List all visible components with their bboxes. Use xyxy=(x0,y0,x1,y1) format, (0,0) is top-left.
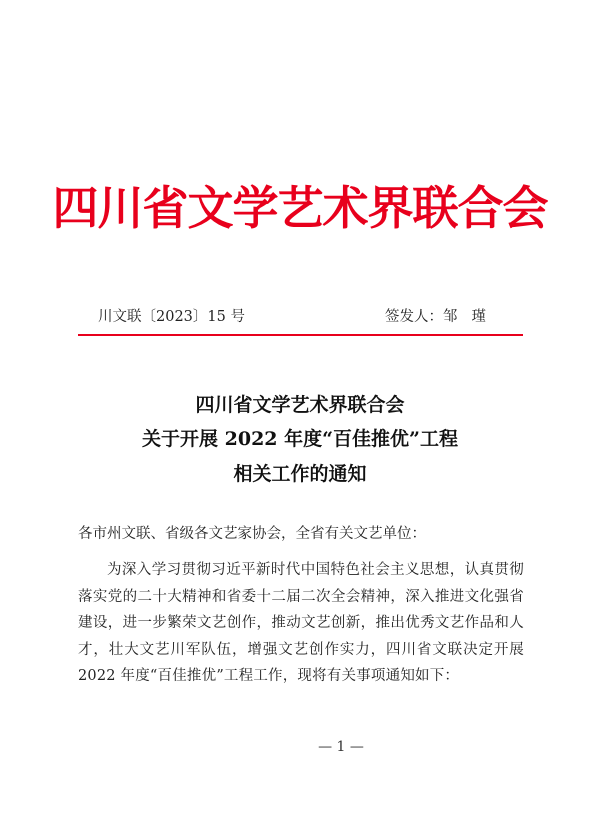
document-title-line-3: 相关工作的通知 xyxy=(233,463,367,485)
document-title-line-1: 四川省文学艺术界联合会 xyxy=(195,394,405,416)
salutation: 各市州文联、省级各文艺家协会，全省有关文艺单位： xyxy=(78,526,426,542)
signer-name: 邹瑾 xyxy=(443,309,500,325)
document-title-line-2: 关于开展 2022 年度“百佳推优”工程 xyxy=(142,428,458,450)
page-number: — 1 — xyxy=(318,739,364,755)
signer xyxy=(385,307,500,327)
red-divider-line xyxy=(78,334,523,336)
document-number: 川文联〔2023〕15 号 xyxy=(98,309,245,325)
signer-label: 签发人： xyxy=(385,309,443,325)
masthead-title: 四川省文学艺术界联合会 xyxy=(52,181,548,235)
body-paragraph: 为深入学习贯彻习近平新时代中国特色社会主义思想，认真贯彻落实党的二十大精神和省委十二届二次全会精神，深入推进文化强省建设，进一步繁荣文艺创作，推动文艺创新，推出优秀文艺作品和人才，壮大文艺川军队伍，增强文艺创作实力，四川省文联决定开展 2022 年度“百佳推优”工程工作，现将有关事项通知如下： xyxy=(78,562,524,685)
